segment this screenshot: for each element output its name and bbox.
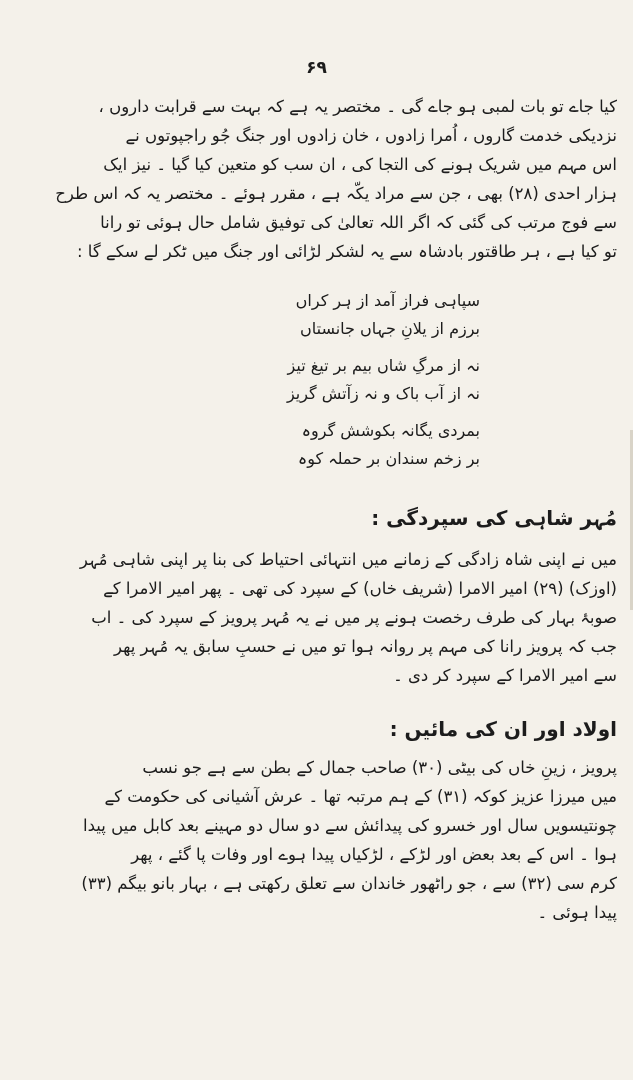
text-line: چونتیسویں سال اور خسرو کی پیدائش سے دو سال دو مہینے بعد کابل میں پیدا (83, 816, 617, 835)
text-line: نزدیکی خدمت گاروں ، اُمرا زادوں ، خان زادوں اور جنگ جُو راجپوتوں نے (125, 126, 617, 145)
section-heading-seal: مُہر شاہی کی سپردگی : (371, 506, 617, 530)
page-number: ۶۹ (306, 58, 327, 78)
poem-couplet (150, 352, 480, 408)
paragraph-intro (22, 92, 617, 266)
text-line: میں میرزا عزیز کوکہ (۳۱) کے ہم مرتبہ تھا ۔ عرش آشیانی کی حکومت کے (104, 787, 617, 806)
text-line: میں نے اپنی شاہ زادگی کے زمانے میں انتہائی احتیاط کی بنا پر اپنی شاہی مُہر (79, 550, 617, 569)
poem-couplet (150, 417, 480, 473)
poem-verse: بمردی یگانہ بکوشش گروہ (301, 421, 480, 440)
text-line: صوبۂ بہار کی طرف رخصت ہونے پر میں نے یہ مُہر پرویز کے سپرد کی ۔ اب (91, 608, 617, 627)
text-line: کیا جاے تو بات لمبی ہو جاے گی ۔ مختصر یہ ہے کہ بہت سے قرابت داروں ، (98, 97, 617, 116)
text-line: اس مہم میں شریک ہونے کی التجا کی ، ان سب کو متعین کیا گیا ۔ نیز ایک (103, 155, 617, 174)
poem-verse: بر زخم سندان بر حملہ کوہ (297, 449, 480, 468)
text-line: ہزار احدی (۲۸) بھی ، جن سے مراد یکّہ ہے ، مقرر ہوئے ۔ مختصر یہ کہ اس طرح (55, 184, 617, 203)
poem-verse: سپاہی فراز آمد از ہر کراں (295, 291, 480, 310)
poem-verse: نہ از مرگِ شاں بیم بر تیغ تیز (287, 356, 480, 375)
text-line: ہوا ۔ اس کے بعد بعض اور لڑکے ، لڑکیاں پیدا ہوے اور وفات پا گئے ، پھر (131, 845, 617, 864)
poem-verse: نہ از آب باک و نہ زآتش گریز (286, 384, 480, 403)
text-line: کرم سی (۳۲) سے ، جو راٹھور خاندان سے تعلق رکھتی ہے ، بہار بانو بیگم (۳۳) (81, 874, 617, 893)
text-line: جب کہ پرویز رانا کی مہم پر روانہ ہوا تو میں نے حسبِ سابق یہ مُہر پھر (114, 637, 617, 656)
text-line: تو کیا ہے ، ہر طاقتور بادشاہ سے یہ لشکر لڑائی اور جنگ میں ٹکر لے سکے گا : (77, 242, 617, 261)
text-line: پیدا ہوئی ۔ (537, 903, 617, 922)
paragraph-children (22, 753, 617, 927)
section-heading-children: اولاد اور ان کی مائیں : (389, 717, 617, 741)
paragraph-seal (22, 545, 617, 690)
persian-poem (150, 287, 480, 482)
poem-couplet (150, 287, 480, 343)
text-line: سے امیر الامرا کے سپرد کر دی ۔ (393, 666, 617, 685)
text-line: (اوزک) (۲۹) امیر الامرا (شریف خاں) کے سپرد کی تھی ۔ پھر امیر الامرا کے (103, 579, 617, 598)
poem-verse: برزم از یلانِ جہاں جانستاں (299, 319, 480, 338)
text-line: سے فوج مرتب کی گئی کہ اگر اللہ تعالیٰ کی توفیق شامل حال ہوئی تو رانا (100, 213, 617, 232)
text-line: پرویز ، زینِ خاں کی بیٹی (۳۰) صاحب جمال کے بطن سے ہے جو نسب (142, 758, 617, 777)
